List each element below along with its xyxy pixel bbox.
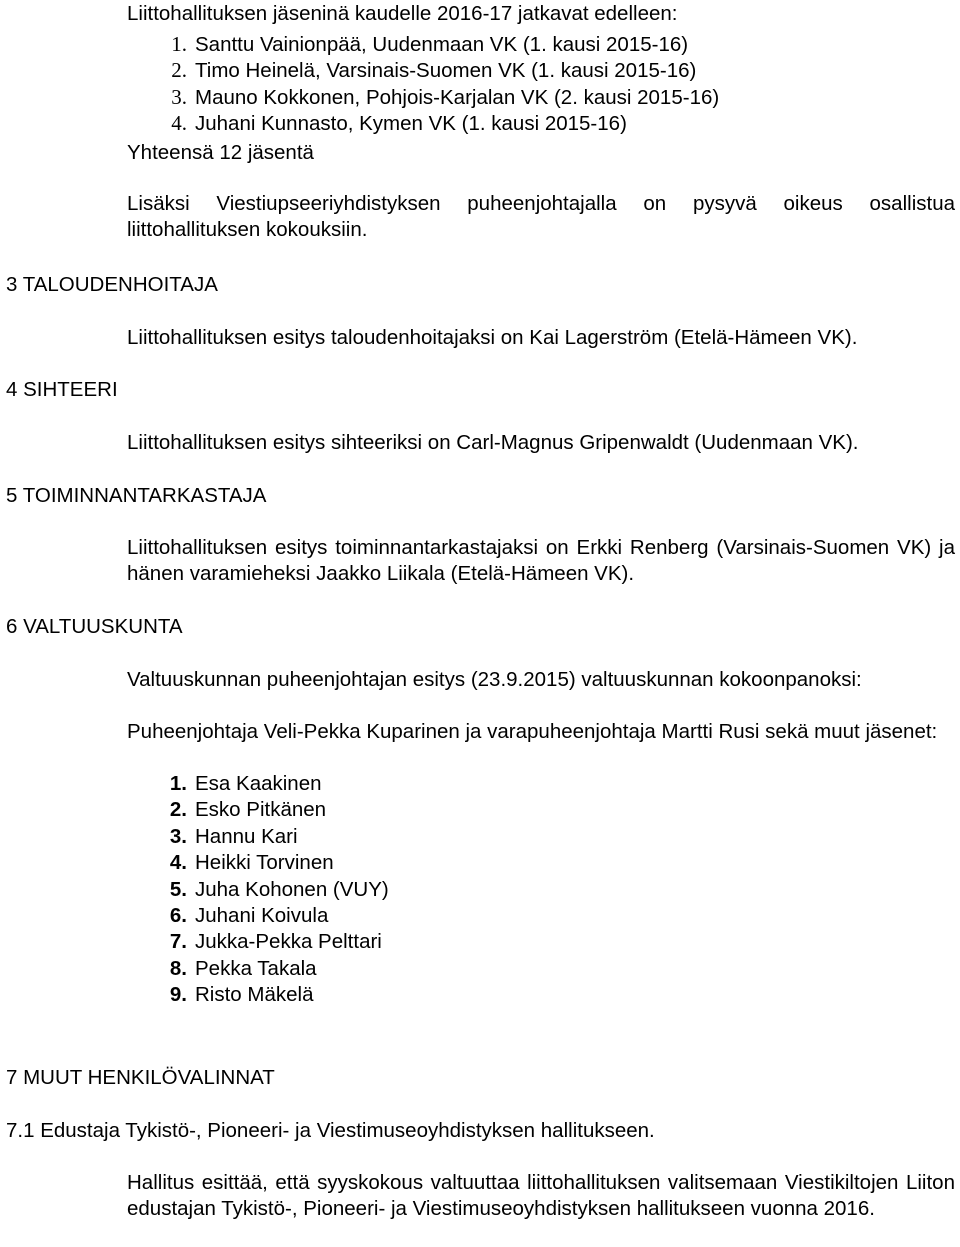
list-text: Esko Pitkänen [195, 798, 327, 822]
list-number: 5. [169, 877, 187, 901]
list-item [127, 877, 389, 903]
secretary-text: Liittohallituksen esitys sihteeriksi on Carl-Magnus Gripenwaldt (Uudenmaan VK). [127, 431, 859, 454]
list-text: Timo Heinelä, Varsinais-Suomen VK (1. kausi 2015-16) [195, 59, 697, 83]
list-item [127, 110, 719, 136]
board-intro: Liittohallituksen jäseninä kaudelle 2016-17 jatkavat edelleen: [127, 2, 678, 25]
section-heading-other: 7 MUUT HENKILÖVALINNAT [6, 1066, 275, 1089]
list-text: Heikki Torvinen [195, 851, 334, 875]
list-number: 1. [171, 32, 187, 56]
list-item [127, 982, 389, 1008]
council-chairs: Puheenjohtaja Veli-Pekka Kuparinen ja varapuheenjohtaja Martti Rusi sekä muut jäsenet: [127, 720, 938, 743]
section-heading-auditor: 5 TOIMINNANTARKASTAJA [6, 484, 267, 507]
list-text: Mauno Kokkonen, Pohjois-Karjalan VK (2. kausi 2015-16) [195, 85, 720, 109]
list-number: 7. [169, 930, 187, 954]
board-note: Lisäksi Viestiupseeriyhdistyksen puheenjohtajalla on pysyvä oikeus osallistua liittohallituksen kokouksiin. [127, 192, 955, 241]
list-item [127, 797, 389, 823]
list-number: 8. [169, 956, 187, 980]
list-text: Santtu Vainionpää, Uudenmaan VK (1. kausi 2015-16) [195, 33, 689, 56]
list-number: 4. [171, 111, 187, 136]
section-heading-council: 6 VALTUUSKUNTA [6, 615, 183, 638]
list-text: Juhani Kunnasto, Kymen VK (1. kausi 2015-16) [195, 112, 627, 136]
list-text: Juha Kohonen (VUY) [195, 877, 389, 901]
list-item [127, 929, 389, 955]
list-item [127, 903, 389, 929]
list-text: Risto Mäkelä [195, 983, 314, 1007]
list-text: Hannu Kari [195, 824, 298, 848]
list-text: Jukka-Pekka Pelttari [195, 930, 382, 954]
list-number: 9. [169, 983, 187, 1007]
council-member-list [127, 771, 389, 1009]
list-item [127, 771, 389, 797]
list-item [127, 57, 719, 83]
list-item [127, 824, 389, 850]
list-number: 3. [169, 824, 187, 848]
section-subheading-7-1: 7.1 Edustaja Tykistö-, Pioneeri- ja Viestimuseoyhdistyksen hallitukseen. [6, 1119, 655, 1142]
list-number: 3. [171, 84, 187, 109]
other-text: Hallitus esittää, että syyskokous valtuuttaa liittohallituksen valitsemaan Viestikiltojen Liiton edustajan Tykistö-, Pioneeri- ja Viestimuseoyhdistyksen hallitukseen vuonna 2016. [127, 1171, 955, 1220]
list-number: 2. [169, 798, 187, 822]
list-text: Esa Kaakinen [195, 772, 322, 795]
board-total: Yhteensä 12 jäsentä [127, 141, 314, 164]
list-text: Juhani Koivula [195, 903, 329, 927]
list-item [127, 31, 719, 57]
section-heading-secretary: 4 SIHTEERI [6, 378, 118, 401]
list-text: Pekka Takala [195, 956, 317, 980]
list-number: 4. [169, 851, 187, 875]
list-number: 2. [171, 58, 187, 83]
list-item [127, 956, 389, 982]
list-number: 6. [169, 903, 187, 927]
auditor-text: Liittohallituksen esitys toiminnantarkastajaksi on Erkki Renberg (Varsinais-Suomen VK) ja hänen varamieheksi Jaakko Liikala (Etelä-Hämeen VK). [127, 536, 955, 585]
section-heading-treasurer: 3 TALOUDENHOITAJA [6, 273, 218, 296]
council-proposal: Valtuuskunnan puheenjohtajan esitys (23.9.2015) valtuuskunnan kokoonpanoksi: [127, 668, 862, 691]
list-item [127, 84, 719, 110]
treasurer-text: Liittohallituksen esitys taloudenhoitajaksi on Kai Lagerström (Etelä-Hämeen VK). [127, 326, 858, 349]
list-item [127, 850, 389, 876]
list-number: 1. [169, 772, 187, 795]
board-member-list [127, 31, 719, 137]
